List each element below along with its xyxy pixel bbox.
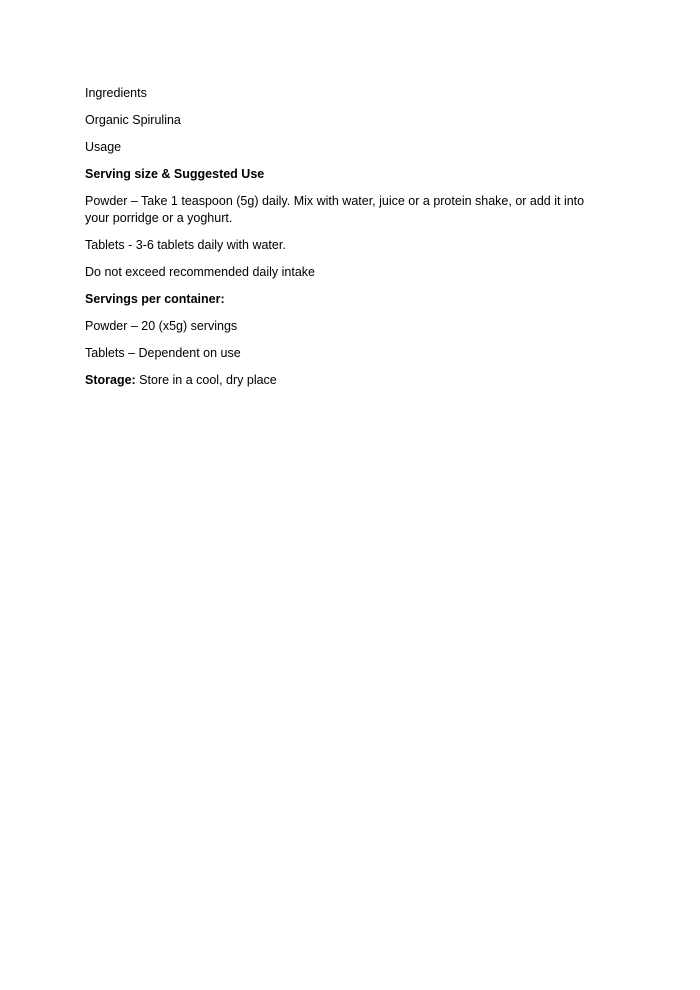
ingredients-heading: Ingredients (85, 86, 147, 100)
tablets-usage-text: Tablets - 3-6 tablets daily with water. (85, 238, 286, 252)
tablets-servings-text: Tablets – Dependent on use (85, 346, 241, 360)
storage-value: Store in a cool, dry place (135, 373, 277, 387)
usage-heading: Usage (85, 140, 122, 154)
powder-usage-text: Powder – Take 1 teaspoon (5g) daily. Mix with water, juice or a protein shake, or add it into your porridge or a yoghurt. (85, 194, 585, 225)
serving-size-heading: Serving size & Suggested Use (85, 167, 265, 181)
ingredients-value: Organic Spirulina (85, 113, 181, 127)
intake-warning: Do not exceed recommended daily intake (85, 265, 315, 279)
servings-per-container-heading: Servings per container: (85, 292, 225, 306)
powder-servings-text: Powder – 20 (x5g) servings (85, 319, 238, 333)
storage-label: Storage: (85, 373, 136, 387)
document-body (85, 85, 605, 399)
storage-line (85, 372, 605, 389)
